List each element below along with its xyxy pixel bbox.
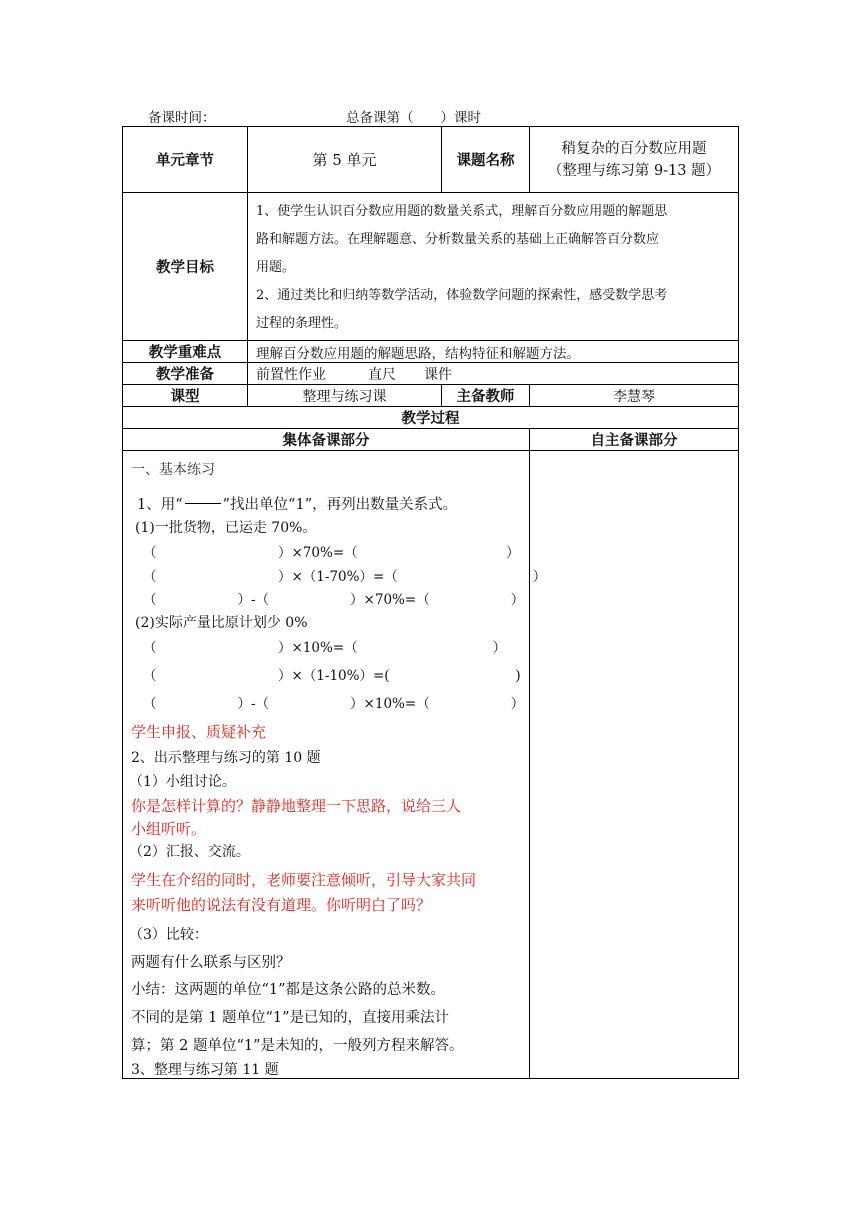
exercise-2-heading: 2、出示整理与练习的第 10 题 xyxy=(131,750,321,766)
basic-practice-heading: 一、基本练习 xyxy=(131,462,215,478)
unit-value: 第 5 单元 xyxy=(248,127,442,193)
topic-label: 课题名称 xyxy=(442,127,530,193)
formula-2-1: （ ）×10%=（ ） xyxy=(143,640,507,656)
teacher-value: 李慧琴 xyxy=(530,385,739,407)
section-header-row xyxy=(123,429,739,451)
underline-dash xyxy=(185,503,221,504)
teacher-label: 主备教师 xyxy=(442,385,530,407)
step-1-note-line-2: 小组听听。 xyxy=(131,820,207,838)
prep-time-label: 备课时间： xyxy=(148,110,216,126)
step-2: （2）汇报、交流。 xyxy=(129,844,250,860)
prep-row xyxy=(123,363,739,385)
topic-line-1: 稍复杂的百分数应用题 xyxy=(561,140,707,157)
exercise-1-item-2: (2)实际产量比原计划少 0% xyxy=(135,615,308,631)
difficulty-value: 理解百分数应用题的解题思路，结构特征和解题方法。 xyxy=(248,341,739,363)
goal-row xyxy=(123,193,739,341)
exercise-1-item-1: (1)一批货物，已运走 70%。 xyxy=(135,520,317,536)
group-prep-content xyxy=(123,451,547,1079)
type-label: 课型 xyxy=(123,385,248,407)
goal-1-line-2: 路和解题方法。在理解题意、分析数量关系的基础上正确解答百分数应 xyxy=(256,231,660,247)
step-2-note-line-1: 学生在介绍的同时，老师要注意倾听，引导大家共同 xyxy=(131,871,477,889)
summary-line-2: 不同的是第 1 题单位“1”是已知的，直接用乘法计 xyxy=(131,1010,449,1026)
group-prep-label: 集体备课部分 xyxy=(123,429,530,451)
self-prep-label: 自主备课部分 xyxy=(530,429,739,451)
goal-content xyxy=(248,193,739,341)
compare-question: 两题有什么联系与区别？ xyxy=(131,955,291,971)
lesson-plan-table xyxy=(122,126,739,1079)
self-prep-content xyxy=(530,451,739,1079)
formula-1-3: （ ）-（ ）×70%=（ ） xyxy=(143,592,525,608)
difficulty-row xyxy=(123,341,739,363)
goal-1-line-3: 用题。 xyxy=(256,259,296,275)
difficulty-label: 教学重难点 xyxy=(123,341,248,363)
student-report-note: 学生申报、质疑补充 xyxy=(131,723,267,741)
formula-1-1: （ ）×70%=（ ） xyxy=(143,545,520,561)
goal-2-line-2: 过程的条理性。 xyxy=(256,315,348,331)
content-row xyxy=(123,451,739,1079)
step-1: （1）小组讨论。 xyxy=(129,774,236,790)
formula-1-2: （ ）×（1-70%）=（ ） xyxy=(143,569,547,585)
summary-line-1: 小结：这两题的单位“1”都是这条公路的总米数。 xyxy=(131,982,446,998)
process-row xyxy=(123,407,739,429)
step-3: （3）比较： xyxy=(129,927,208,943)
process-label: 教学过程 xyxy=(123,407,739,429)
step-1-note-line-1: 你是怎样计算的？静静地整理一下思路，说给三人 xyxy=(131,797,462,815)
formula-2-3: （ ）-（ ）×10%=（ ） xyxy=(143,696,525,712)
lesson-count-label: 总备课第（ ）课时 xyxy=(346,110,481,126)
goal-1-line-1: 1、使学生认识百分数应用题的数量关系式，理解百分数应用题的解题思 xyxy=(256,203,668,219)
topic-value xyxy=(530,127,739,193)
type-value: 整理与练习课 xyxy=(248,385,442,407)
type-row xyxy=(123,385,739,407)
unit-row xyxy=(123,127,739,193)
goal-label: 教学目标 xyxy=(123,193,248,341)
step-2-note-line-2: 来听听他的说法有没有道理。你听明白了吗？ xyxy=(131,896,432,914)
unit-label: 单元章节 xyxy=(123,127,248,193)
summary-line-3: 算；第 2 题单位“1”是未知的，一般列方程来解答。 xyxy=(131,1038,464,1054)
prep-value: 前置性作业 直尺 课件 xyxy=(248,363,739,385)
topic-line-2: （整理与练习第 9-13 题） xyxy=(547,162,721,179)
formula-2-2: （ ）×（1-10%）=( ) xyxy=(143,668,521,684)
prep-label: 教学准备 xyxy=(123,363,248,385)
exercise-3-heading: 3、整理与练习第 11 题 xyxy=(131,1062,279,1078)
goal-2-line-1: 2、通过类比和归纳等数学活动，体验数学问题的探索性，感受数学思考 xyxy=(256,287,668,303)
exercise-1-instruction: 1、用“ ”找出单位“1”，再列出数量关系式。 xyxy=(137,497,458,513)
